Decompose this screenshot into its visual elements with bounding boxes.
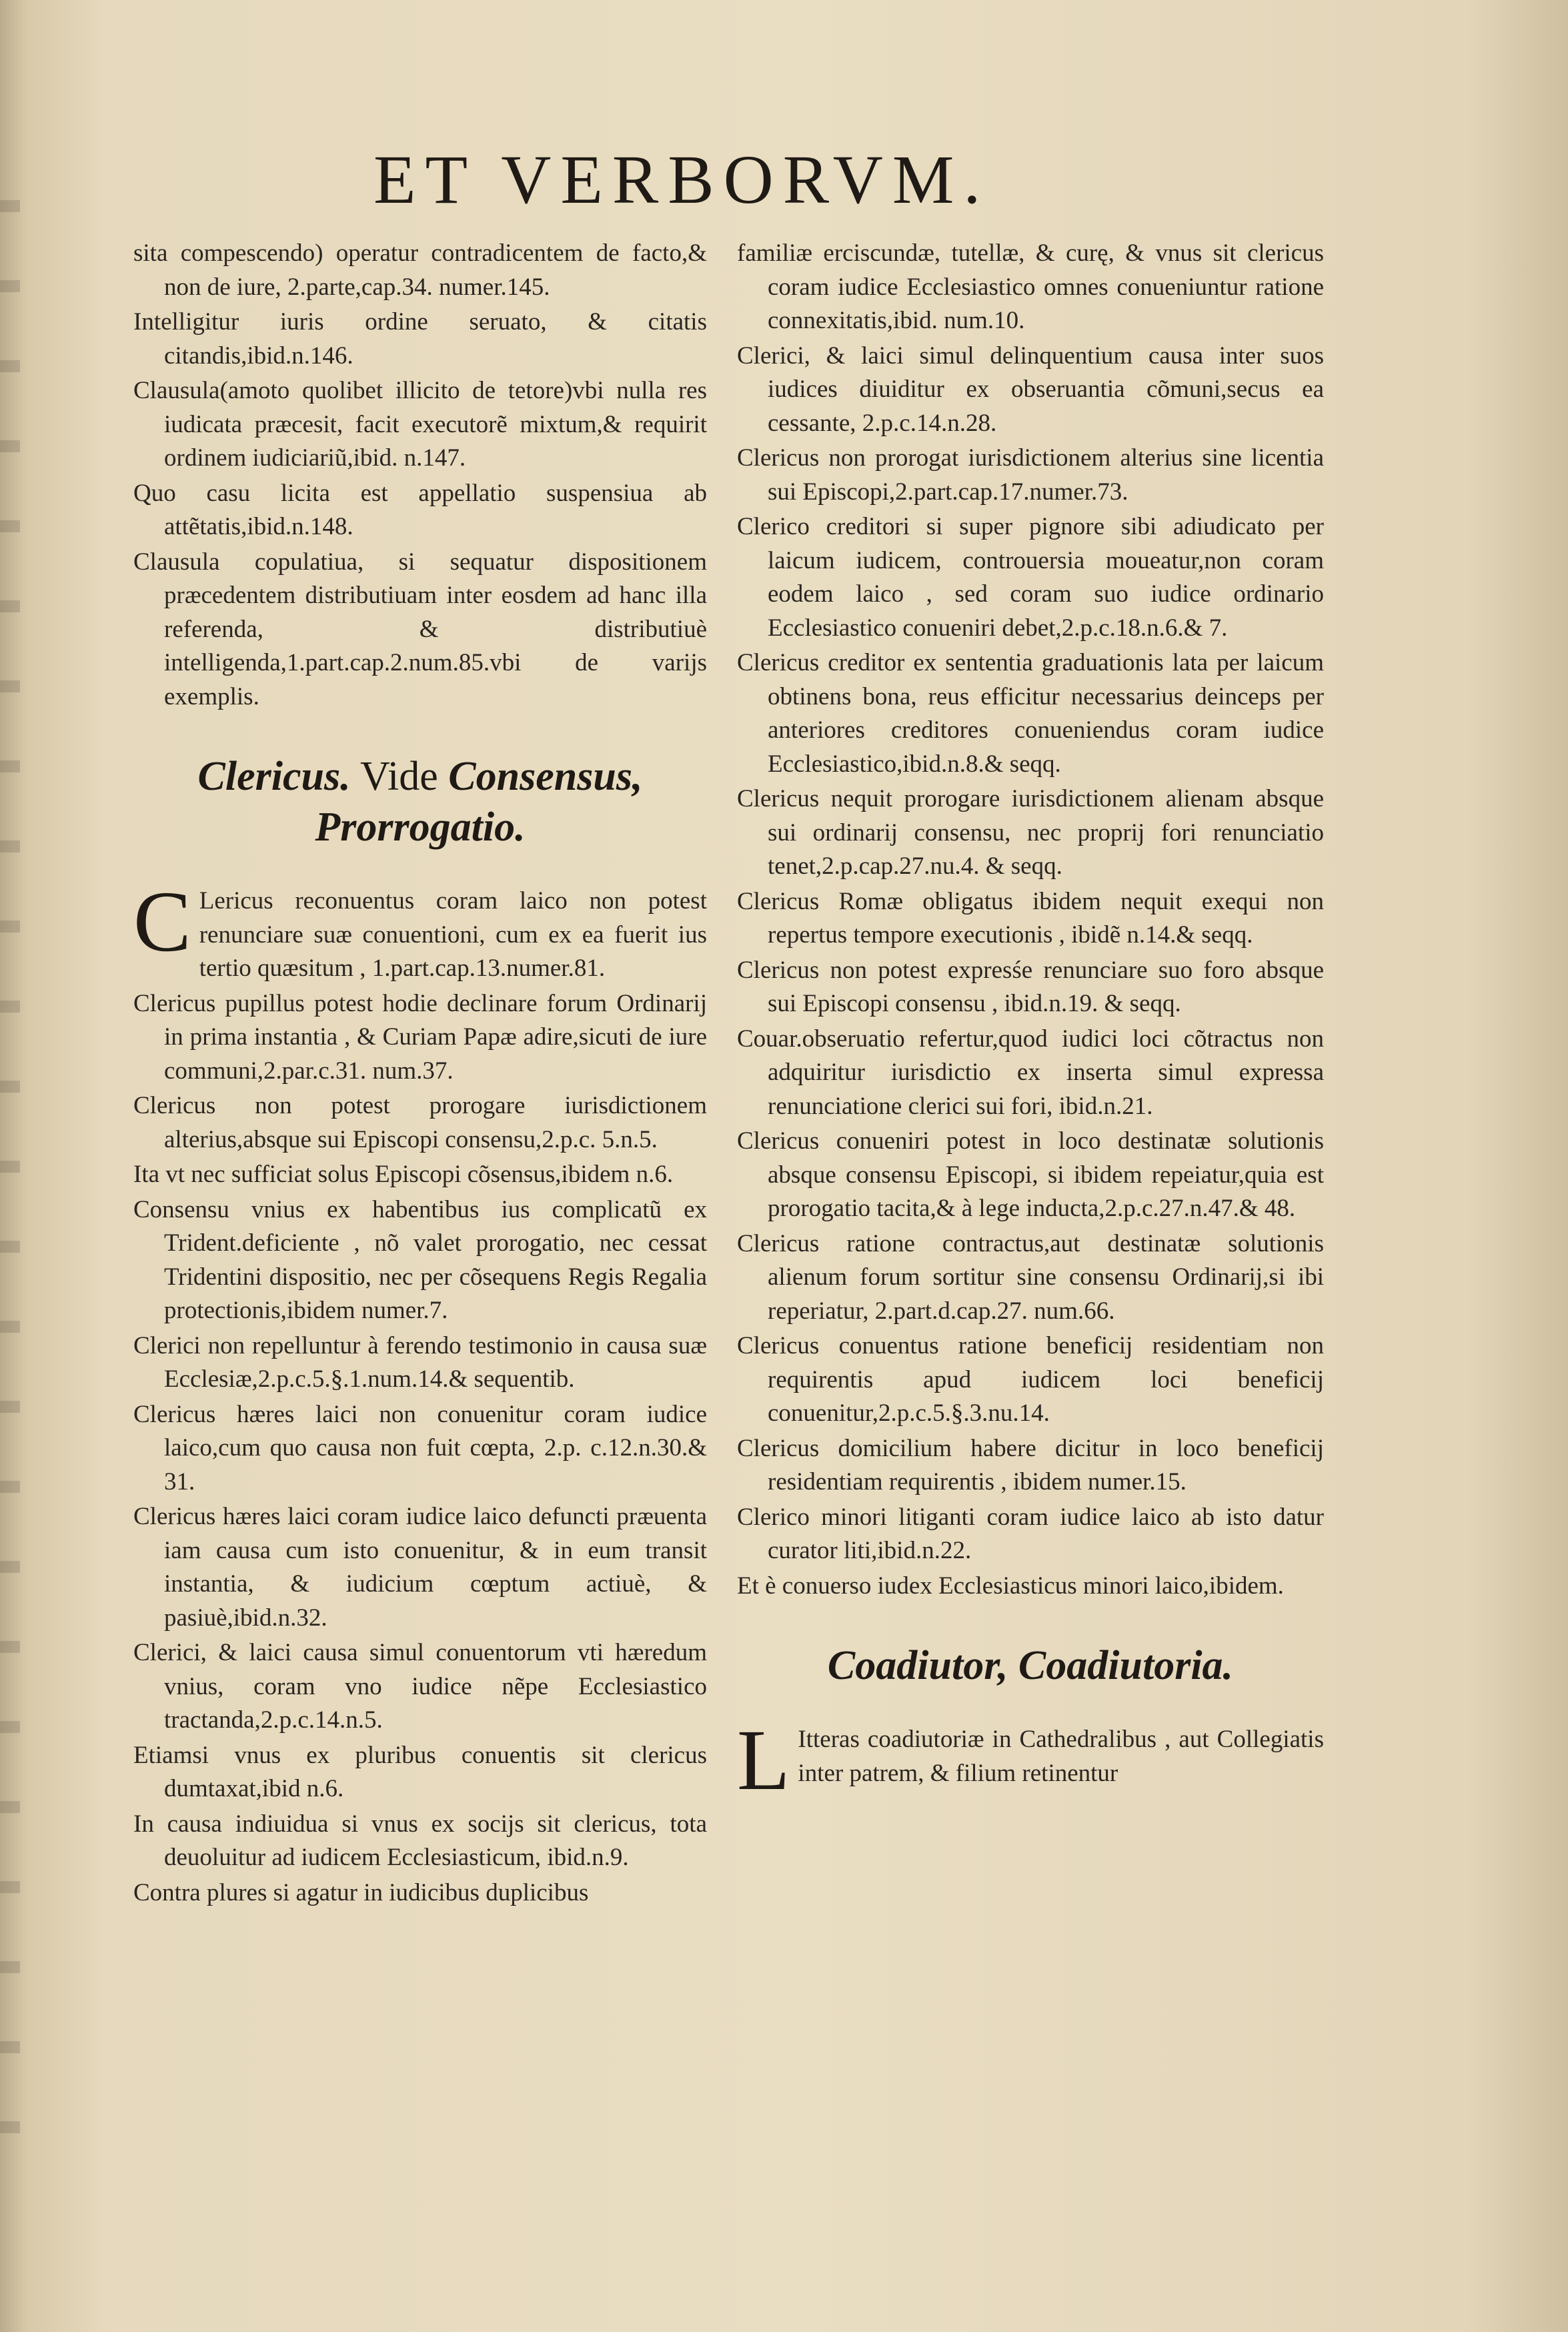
right-column — [737, 237, 1324, 1808]
heading-vide: Vide — [350, 754, 449, 799]
section-heading-coadiutor: Coadiutor, Coadiutoria. — [827, 1643, 1234, 1688]
drop-capital: L — [737, 1712, 790, 1808]
section-heading-clericus — [133, 751, 707, 852]
index-entry: In causa indiuidua si vnus ex socijs sit clericus, tota deuoluitur ad iudicem Ecclesiasticum, ibid.n.9. — [133, 1810, 707, 1871]
index-entry: Clericus non potest expresśe renunciare suo foro absque sui Episcopi consensu , ibid.n.19. & seqq. — [737, 956, 1324, 1017]
index-entry: Clerico minori litiganti coram iudice laico ab isto datur curator liti,ibid.n.22. — [737, 1503, 1324, 1564]
heading-crossref: Consensus, Prorrogatio. — [315, 754, 643, 850]
index-entry: Clericus creditor ex sententia graduationis lata per laicum obtinens bona, reus efficitur necessarius deinceps per anteriores creditores conueniendus coram iudice Ecclesiastico,ibid.n.8.& seqq. — [737, 649, 1324, 778]
index-entry: Clericus domicilium habere dicitur in loco beneficij residentiam requirentis , ibidem numer.15. — [737, 1434, 1324, 1496]
index-entry: Clerico creditori si super pignore sibi adiudicato per laicum iudicem, controuersia moueatur,non coram eodem laico , sed coram suo iudice ordinario Ecclesiastico conueniri debet,2.p.c.18.n.6.& 7. — [737, 513, 1324, 642]
index-entry: Clericus Romæ obligatus ibidem nequit exequi non repertus tempore executionis , ibidẽ n.14.& seqq. — [737, 887, 1324, 949]
index-entry: Clericus pupillus potest hodie declinare forum Ordinarij in prima instantia , & Curiam Papæ adire,sicuti de iure communi,2.par.c.31. num.37. — [133, 989, 707, 1085]
index-entry: Ita vt nec sufficiat solus Episcopi cõsensus,ibidem n.6. — [133, 1161, 674, 1188]
index-entry-first — [737, 1712, 1324, 1808]
heading-term: Clericus. — [197, 754, 351, 799]
index-entry: Quo casu licita est appellatio suspensiua ab attẽtatis,ibid.n.148. — [133, 479, 707, 540]
index-entry: Clericus nequit prorogare iurisdictionem alienam absque sui ordinarij consensu, nec proprij fori renunciatio tenet,2.p.cap.27.nu.4. & seqq. — [737, 785, 1324, 880]
index-entry: Intelligitur iuris ordine seruato, & citatis citandis,ibid.n.146. — [133, 308, 707, 370]
left-column — [133, 237, 707, 1911]
index-entry: Clerici non repelluntur à ferendo testimonio in causa suæ Ecclesiæ,2.p.c.5.§.1.num.14.& sequentib. — [133, 1331, 707, 1393]
index-entry: Consensu vnius ex habentibus ius complicatũ ex Trident.deficiente , nõ valet prorogatio, nec cessat Tridentini dispositio, nec per cõsequens Regis Regalia protectionis,ibidem numer.7. — [133, 1195, 707, 1324]
entry-text: Itteras coadiutoriæ in Cathedralibus , aut Collegiatis inter patrem, & filium retinentur — [798, 1726, 1324, 1787]
index-entry: Clericus non potest prorogare iurisdictionem alterius,absque sui Episcopi consensu,2.p.c. 5.n.5. — [133, 1092, 707, 1153]
index-entry: Clericus conuentus ratione beneficij residentiam non requirentis apud iudicem loci beneficij conuenitur,2.p.c.5.§.3.nu.14. — [737, 1332, 1324, 1427]
index-entry: Clausula(amoto quolibet illicito de tetore)vbi nulla res iudicata præcesit, facit executorẽ mixtum,& requirit ordinem iudiciariũ,ibid. n.147. — [133, 377, 707, 472]
index-entry: Couar.obseruatio refertur,quod iudici loci cõtractus non adquiritur iurisdictio ex inserta simul expressa renunciatione clerici sui fori, ibid.n.21. — [737, 1025, 1324, 1120]
index-entry: Clericus conueniri potest in loco destinatæ solutionis absque consensu Episcopi, si ibidem repeiatur,quia est prorogatio tacita,& à lege inducta,2.p.c.27.n.47.& 48. — [737, 1127, 1324, 1222]
index-entry: Clerici, & laici simul delinquentium causa inter suos iudices diuiditur ex obseruantia cõmuni,secus ea cessante, 2.p.c.14.n.28. — [737, 342, 1324, 437]
entry-text: Lericus reconuentus coram laico non potest renunciare suæ conuentioni, cum ex ea fuerit ius tertio quæsitum , 1.part.cap.13.numer.81. — [199, 887, 707, 982]
index-entry: sita compescendo) operatur contradicentem de facto,& non de iure, 2.parte,cap.34. numer.145. — [133, 239, 707, 301]
drop-capital: C — [133, 874, 191, 970]
index-entry: Clericus hæres laici coram iudice laico defuncti præuenta iam causa cum isto conuenitur, & in eum transit instantia, & iudicium cœptum actiuè, & pasiuè,ibid.n.32. — [133, 1503, 707, 1632]
index-entry: Clausula copulatiua, si sequatur dispositionem præcedentem distributiuam inter eosdem ad hanc illa referenda, & distributiuè intelligenda,1.part.cap.2.num.85.vbi de varijs exemplis. — [133, 548, 707, 710]
index-entry-first — [133, 874, 707, 986]
index-entry: Etiamsi vnus ex pluribus conuentis sit clericus dumtaxat,ibid n.6. — [133, 1741, 707, 1802]
index-entry: Et è conuerso iudex Ecclesiasticus minori laico,ibidem. — [737, 1572, 1284, 1600]
index-entry: Clericus non prorogat iurisdictionem alterius sine licentia sui Episcopi,2.part.cap.17.numer.73. — [737, 444, 1324, 506]
index-entry: Clericus hæres laici non conuenitur coram iudice laico,cum quo causa non fuit cœpta, 2.p. c.12.n.30.& 31. — [133, 1400, 707, 1496]
binding-gutter — [0, 200, 20, 2135]
running-head: ET VERBORVM. — [373, 141, 990, 218]
index-entry: Clericus ratione contractus,aut destinatæ solutionis alienum forum sortitur sine consensu Ordinarij,si ibi reperiatur, 2.part.d.cap.27. num.66. — [737, 1229, 1324, 1325]
index-entry: familiæ erciscundæ, tutellæ, & curę, & vnus sit clericus coram iudice Ecclesiastico omnes conueniuntur ratione connexitatis,ibid. num.10. — [737, 239, 1324, 334]
index-entry: Contra plures si agatur in iudicibus duplicibus — [133, 1878, 589, 1906]
index-entry: Clerici, & laici causa simul conuentorum vti hæredum vnius, coram vno iudice nẽpe Ecclesiastico tractanda,2.p.c.14.n.5. — [133, 1639, 707, 1734]
